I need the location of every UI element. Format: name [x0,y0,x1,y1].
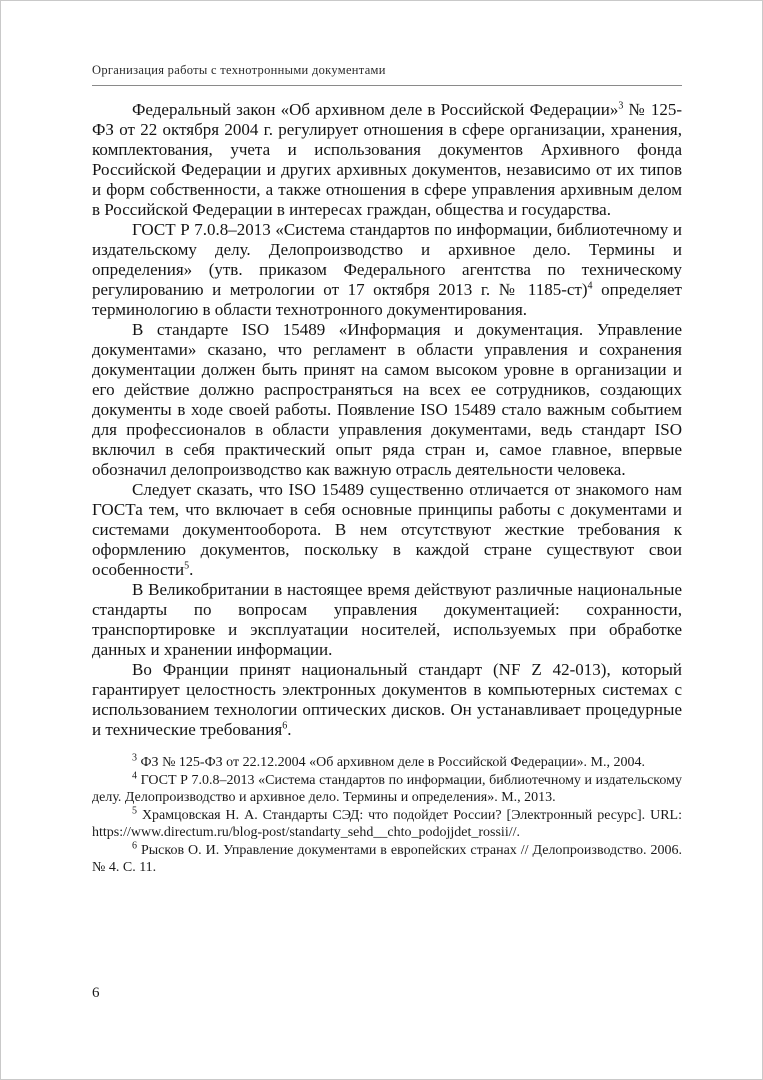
text-block [92,100,682,877]
footnote-marker: 3 [618,100,624,112]
paragraph: В стандарте ISO 15489 «Информация и документация. Управление документами» сказано, что регламент в области управления и сохранения документации должен быть принят на самом высоком уровне в организации и его действие должно распространяться на всех ее сотрудников, создающих документы в ходе своей работы. Появление ISO 15489 стало важным событием для профессионалов в области управления документами, ведь стандарт ISO включил в себя практический опыт ряда стран и, самое главное, впервые обозначил делопроизводство как важную отрасль деятельности человека. [92,320,682,479]
paragraph: Во Франции принят национальный стандарт (NF Z 42-013), который гарантирует целостность электронных документов в компьютерных системах с использованием технологии оптических дисков. Он устанавливает процедурные и технические требования$^6$. [92,660,682,739]
footnotes [92,754,682,877]
footnote-number: 6 [132,839,137,851]
footnote-number: 3 [132,752,137,764]
paragraph: В Великобритании в настоящее время действуют различные национальные стандарты по вопросам управления документацией: сохранности, транспортировке и эксплуатации носителей, используемых при обработке данных и хранении информации. [92,580,682,659]
paragraph: Следует сказать, что ISO 15489 существенно отличается от знакомого нам ГОСТа тем, что включает в себя основные принципы работы с документами и системами документооборота. В нем отсутствуют жесткие требования к оформлению документов, поскольку в каждой стране существуют свои особенности$^5$. [92,480,682,579]
footnote-marker: 5 [184,560,190,572]
footnote-number: 4 [132,769,137,781]
body-text [92,100,682,740]
footnote: $^5$ Храмцовская Н. А. Стандарты СЭД: что подойдет России? [Электронный ресурс]. URL: https://www.directum.ru/blog-post/standarty_sehd__chto_podojjdet_rossii//. [92,804,682,840]
footnote: $^6$ Рысков О. И. Управление документами в европейских странах // Делопроизводство. 2006. № 4. С. 11. [92,839,682,875]
footnote: $^4$ ГОСТ Р 7.0.8–2013 «Система стандартов по информации, библиотечному и издательскому делу. Делопроизводство и архивное дело. Термины и определения». М., 2013. [92,769,682,805]
page-number: 6 [92,985,100,1001]
footnote-marker: 6 [282,720,288,732]
paragraph: Федеральный закон «Об архивном деле в Российской Федерации»$^3$ № 125-ФЗ от 22 октября 2004 г. регулирует отношения в сфере организации, хранения, комплектования, учета и использования документов Архивного фонда Российской Федерации и других архивных документов, независимо от их типов и форм собственности, а также отношения в сфере управления архивным делом в Российской Федерации в интересах граждан, общества и государства. [92,100,682,219]
running-header: Организация работы с технотронными документами [92,63,386,77]
footnote-marker: 4 [587,280,593,292]
footnote: $^3$ ФЗ № 125-ФЗ от 22.12.2004 «Об архивном деле в Российской Федерации». М., 2004. [132,752,645,770]
paragraph: ГОСТ Р 7.0.8–2013 «Система стандартов по информации, библиотечному и издательскому делу. Делопроизводство и архивное дело. Термины и определения» (утв. приказом Федерального агентства по техническому регулированию и метрологии от 17 октября 2013 г. № 1185-ст)$^4$ определяет терминологию в области технотронного документирования. [92,220,682,319]
footnote-number: 5 [132,804,137,816]
header-rule [92,85,682,86]
